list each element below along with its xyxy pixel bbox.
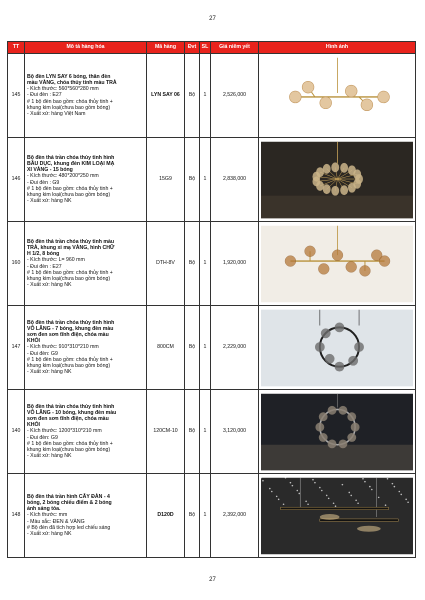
product-photo	[261, 141, 413, 219]
description-line: # 1 bộ đèn bao gồm: chóa thủy tinh +	[27, 440, 113, 447]
description-title-line: BẦU DỤC, khung đèn KIM LOẠI MẠ	[27, 160, 115, 167]
row-price: 2,838,000	[211, 138, 259, 222]
row-image-cell	[259, 138, 416, 222]
description-title-line: bóng, 2 bóng chiếu điểm & 2 bóng	[27, 499, 112, 506]
table-row	[8, 474, 416, 558]
description-line: khung kim loại(chưa bao gồm bóng)	[27, 191, 111, 198]
description-line: # 1 bộ đèn bao gồm: chóa thủy tinh +	[27, 98, 113, 105]
row-code: DTH-8V	[147, 222, 185, 306]
header-tt: TT	[8, 42, 25, 54]
row-unit: Bộ	[185, 474, 200, 558]
row-description	[25, 54, 147, 138]
description-line: - Xuất xứ: hàng Việt Nam	[27, 111, 86, 117]
description-line: - Đui đèn : E27	[27, 92, 62, 99]
product-table	[7, 41, 416, 558]
row-image-cell	[259, 222, 416, 306]
description-line: - Kích thước: mm	[27, 512, 68, 519]
header-price: Giá niêm yết	[211, 42, 259, 54]
description-line: khung kim loại(chưa bao gồm bóng)	[27, 104, 111, 111]
description-title-line: Bộ đèn thả trần chóa thủy tinh màu	[27, 238, 115, 245]
row-image-cell	[259, 390, 416, 474]
description-title-line: VÔ LĂNG - 10 bóng, khung đèn màu	[27, 409, 117, 416]
description-title-line: Bộ đèn thả trần hình CÂY ĐÀN - 4	[27, 493, 110, 500]
description-line: # Bộ đèn đã tích hợp led chiếu sáng	[27, 524, 111, 531]
table-body	[8, 54, 416, 558]
description-line: - Đui đèn : E27	[27, 263, 62, 270]
description-title-line: TRÀ, khung xi mạ VÀNG, hình CHỮ	[27, 244, 115, 251]
row-image-cell	[259, 54, 416, 138]
row-tt: 146	[8, 138, 25, 222]
row-code: LYN SAY 06	[147, 54, 185, 138]
description-line: - Kích thước: L= 960 mm	[27, 257, 85, 264]
description-title-line: Bộ đèn LYN SAY 6 bóng, thân đèn	[27, 73, 111, 80]
description-line: - Xuất xứ: hàng NK	[27, 453, 72, 460]
row-qty: 1	[200, 138, 211, 222]
description-line: - Xuất xứ: hàng NK	[27, 531, 72, 537]
header-unit: Đvt	[185, 42, 200, 54]
description-title-line: màu VÀNG, chóa thủy tinh màu TRÀ	[27, 79, 117, 86]
description-line: khung kim loại(chưa bao gồm bóng)	[27, 447, 111, 453]
description-title-line: VÔ LĂNG - 7 bóng, khung đèn màu	[27, 325, 114, 332]
description-line: - Đui đèn: G9	[27, 434, 58, 441]
page-number-bottom: 27	[209, 577, 216, 583]
row-qty: 1	[200, 54, 211, 138]
table-row	[8, 306, 416, 390]
description-line: # 1 bộ đèn bao gồm: chóa thủy tinh +	[27, 269, 113, 276]
table-header-row	[8, 42, 416, 54]
row-description	[25, 390, 147, 474]
description-title-line: H 1/2, 8 bóng	[27, 251, 60, 258]
row-description	[25, 222, 147, 306]
description-title-line: KHÓI	[27, 422, 40, 429]
page-number-top: 27	[209, 16, 216, 22]
row-code: D120D	[147, 474, 185, 558]
table-row	[8, 54, 416, 138]
description-title-line: ánh sáng tỏa.	[27, 506, 61, 513]
description-title-line: Bộ đèn thả trần chóa thủy tinh hình	[27, 319, 115, 326]
product-photo	[261, 225, 413, 303]
description-title-line: KHÓI	[27, 338, 40, 345]
product-photo	[261, 393, 413, 471]
row-tt: 140	[8, 390, 25, 474]
row-qty: 1	[200, 474, 211, 558]
description-title-line: Bộ đèn thả trần chóa thủy tinh hình	[27, 154, 115, 161]
row-image-cell	[259, 306, 416, 390]
description-line: - Kích thước: 480*200*250 mm	[27, 173, 99, 180]
row-description	[25, 138, 147, 222]
product-photo	[261, 477, 413, 555]
description-line: - Đui đèn: G9	[27, 350, 58, 357]
row-code: 120CM-10	[147, 390, 185, 474]
table-row	[8, 222, 416, 306]
row-price: 2,392,000	[211, 474, 259, 558]
row-description	[25, 474, 147, 558]
header-qty: SL	[200, 42, 211, 54]
description-line: - Kích thước: 910*310*210 mm	[27, 344, 99, 351]
row-price: 2,229,000	[211, 306, 259, 390]
description-title-line: sơn đen sơn tĩnh điện, chóa màu	[27, 415, 109, 422]
description-title-line: XI VÀNG - 15 bóng	[27, 167, 73, 174]
row-price: 1,920,000	[211, 222, 259, 306]
product-photo	[261, 57, 413, 135]
row-tt: 145	[8, 54, 25, 138]
header-description: Mô tả hàng hóa	[25, 42, 147, 54]
description-line: # 1 bộ đèn bao gồm: chóa thủy tinh +	[27, 356, 113, 363]
description-line: - Xuất xứ: hàng NK	[27, 198, 72, 205]
table-row	[8, 138, 416, 222]
product-photo	[261, 309, 413, 387]
row-code: 800CM	[147, 306, 185, 390]
row-unit: Bộ	[185, 54, 200, 138]
description-line: - Đui đèn : G9	[27, 179, 60, 186]
row-price: 2,526,000	[211, 54, 259, 138]
description-line: - Màu sắc: ĐEN & VÀNG	[27, 518, 85, 525]
row-price: 3,120,000	[211, 390, 259, 474]
row-tt: 147	[8, 306, 25, 390]
description-line: - Kích thước: 560*560*280 mm	[27, 86, 99, 93]
description-line: - Kích thước: 1200*310*210 mm	[27, 428, 102, 435]
description-line: - Xuất xứ: hàng NK	[27, 369, 72, 376]
description-title-line: Bộ đèn thả trần chóa thủy tinh hình	[27, 403, 115, 410]
header-image: Hình ảnh	[259, 42, 416, 54]
row-code: 15G9	[147, 138, 185, 222]
table-row	[8, 390, 416, 474]
row-unit: Bộ	[185, 306, 200, 390]
row-tt: 160	[8, 222, 25, 306]
row-unit: Bộ	[185, 390, 200, 474]
row-qty: 1	[200, 222, 211, 306]
row-image-cell	[259, 474, 416, 558]
description-line: - Xuất xứ: hàng NK	[27, 282, 72, 289]
description-title-line: sơn đen sơn tĩnh điện, chóa màu	[27, 331, 109, 338]
description-line: khung kim loại(chưa bao gồm bóng)	[27, 275, 111, 282]
row-description	[25, 306, 147, 390]
row-qty: 1	[200, 306, 211, 390]
row-unit: Bộ	[185, 222, 200, 306]
row-unit: Bộ	[185, 138, 200, 222]
description-line: # 1 bộ đèn bao gồm: chóa thủy tinh +	[27, 185, 113, 192]
header-code: Mã hàng	[147, 42, 185, 54]
row-tt: 148	[8, 474, 25, 558]
row-qty: 1	[200, 390, 211, 474]
description-line: khung kim loại(chưa bao gồm bóng)	[27, 363, 111, 369]
